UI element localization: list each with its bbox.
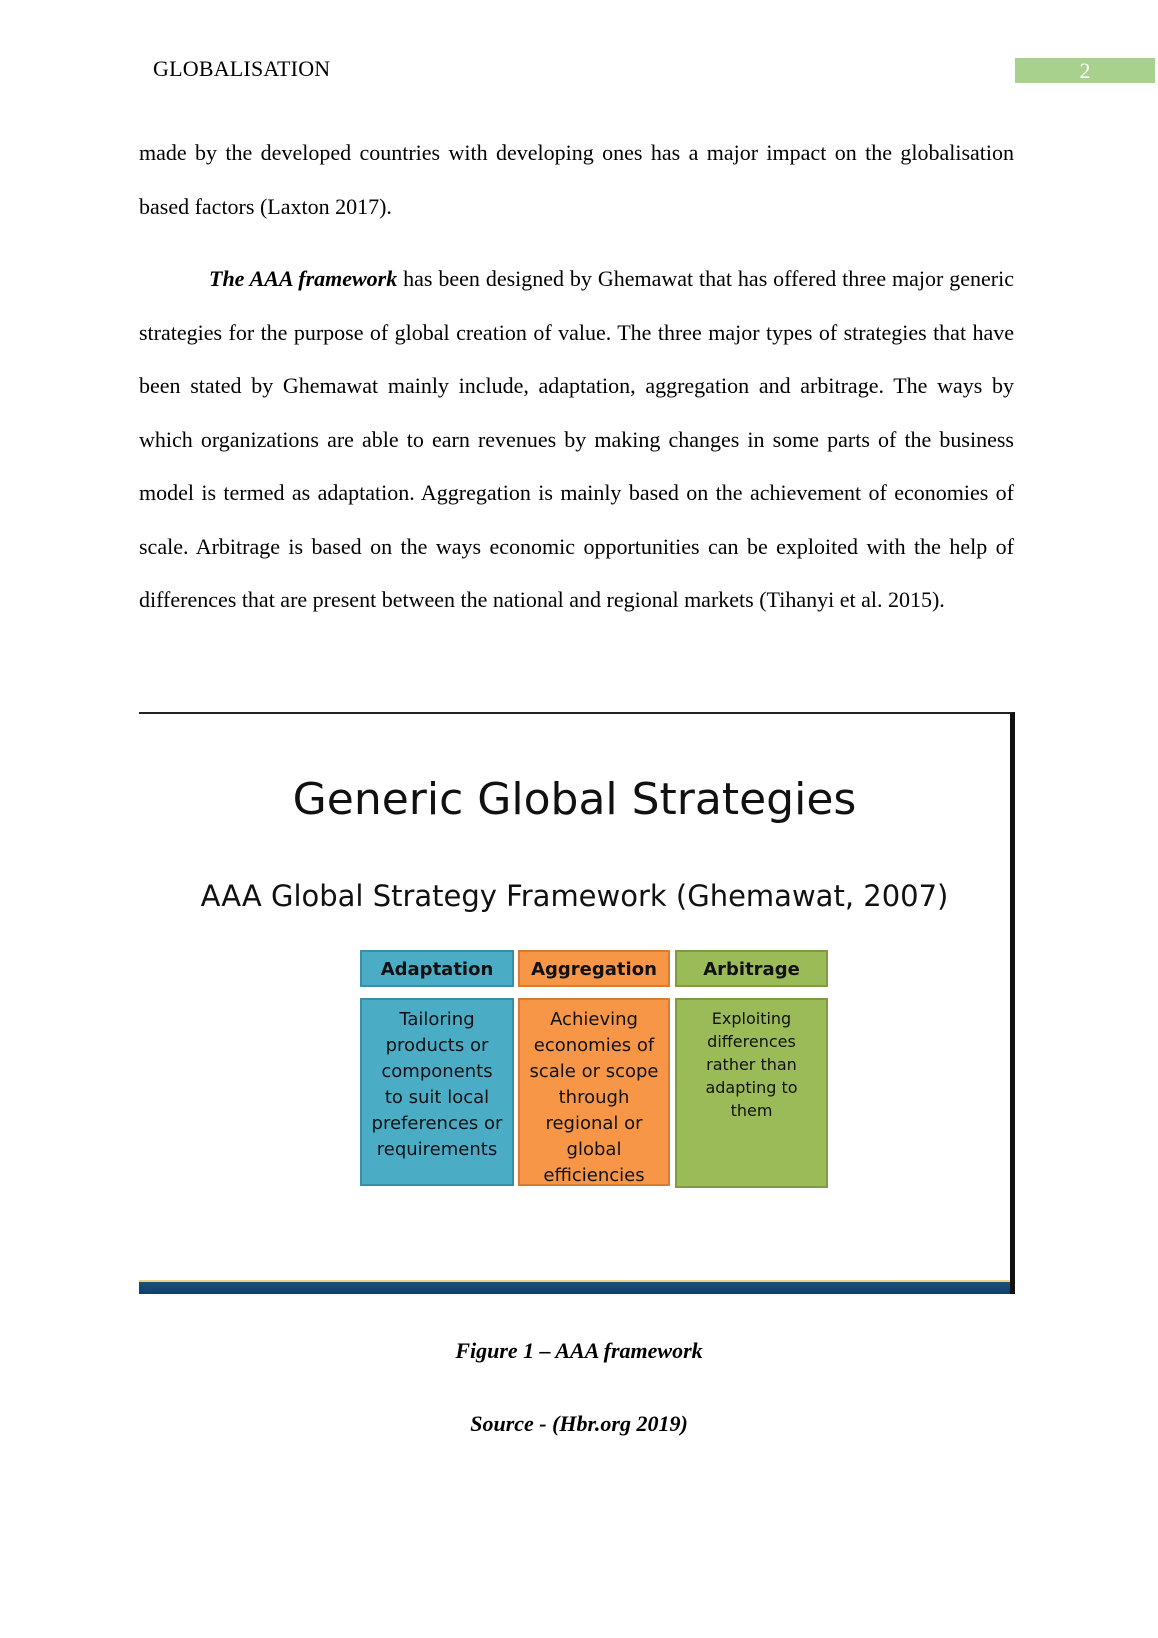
paragraph-2 [139,252,1014,627]
adaptation-line: requirements [376,1139,498,1160]
aggregation-line: scale or scope [529,1061,659,1082]
arbitrage-heading: Arbitrage [675,950,828,987]
adaptation-heading: Adaptation [360,950,514,987]
aggregation-line: efficiencies [543,1165,645,1186]
aaa-framework-figure [139,712,1015,1294]
figure-caption: Figure 1 – AAA framework [455,1338,703,1363]
aggregation-line: regional or [545,1113,643,1134]
aggregation-line: Achieving [550,1009,638,1030]
arbitrage-line: rather than [706,1055,797,1074]
figure-subtitle: AAA Global Strategy Framework (Ghemawat, 2007) [200,879,949,913]
adaptation-line: products or [385,1035,489,1056]
adaptation-line: Tailoring [399,1009,475,1030]
adaptation-box [360,998,514,1186]
arbitrage-box [675,998,828,1188]
aggregation-heading: Aggregation [518,950,670,987]
paragraph-2-text: has been designed by Ghemawat that has offered three major generic strategies for the purpose of global creation of value. The three major types of strategies that have been stated by Ghemawat mainly include, adaptation, aggregation and arbitrage. The ways by which organizations are able to earn revenues by making changes in some parts of the business model is termed as adaptation. Aggregation is mainly based on the achievement of economies of scale. Arbitrage is based on the ways economic opportunities can be exploited with the help of differences that are present between the national and regional markets (Tihanyi et al. 2015). [139,266,1014,612]
slide-bottom-bar [139,1280,1010,1294]
aggregation-box [518,998,670,1186]
adaptation-line: to suit local [384,1087,490,1108]
aggregation-line: through [558,1087,630,1108]
aggregation-line: economies of [533,1035,655,1056]
paragraph-1: made by the developed countries with developing ones has a major impact on the globalisation based factors (Laxton 2017). [139,140,1014,219]
adaptation-line: components [381,1061,493,1082]
running-header: GLOBALISATION [153,56,331,81]
aggregation-line: global [566,1139,622,1160]
page-number: 2 [1015,58,1155,83]
adaptation-line: preferences or [371,1113,503,1134]
figure-source: Source - (Hbr.org 2019) [470,1411,688,1436]
arbitrage-line: differences [707,1032,796,1051]
arbitrage-line: them [730,1101,773,1120]
figure-title: Generic Global Strategies [292,774,857,825]
aaa-framework-term: The AAA framework [209,266,398,291]
arbitrage-line: adapting to [705,1078,798,1097]
arbitrage-line: Exploiting [711,1009,792,1028]
